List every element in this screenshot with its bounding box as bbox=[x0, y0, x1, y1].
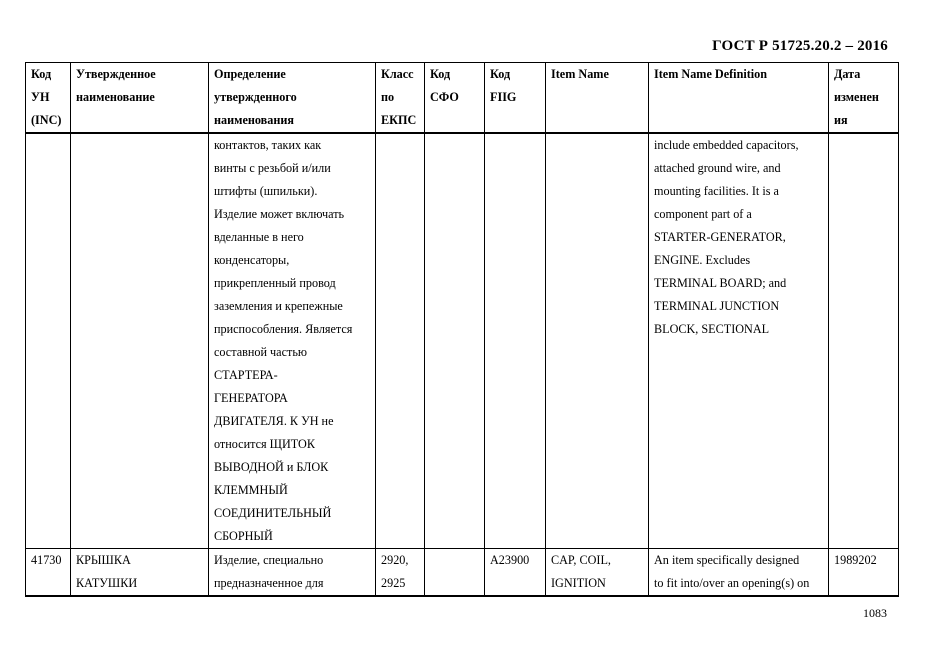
cell-ekps-class bbox=[376, 133, 425, 549]
cell-definition-en: include embedded capacitors, attached ground wire, and mounting facilities. It is a component part of a STARTER-GENERATOR, ENGINE. Excludes TERMINAL BOARD; and TERMINAL JUNCTION BLOCK, SECTIONAL bbox=[649, 133, 829, 549]
header-row bbox=[26, 63, 899, 134]
cell-change-date: 1989202 bbox=[829, 549, 899, 597]
header-approved-name-definition: Определение утвержденного наименования bbox=[209, 63, 376, 134]
cell-definition-ru: контактов, таких как винты с резьбой и/или штифты (шпильки). Изделие может включать вделанные в него конденсаторы, прикрепленный провод заземления и крепежные приспособления. Является составной частью СТАРТЕРА- ГЕНЕРАТОРА ДВИГАТЕЛЯ. К УН не относится ЩИТОК ВЫВОДНОЙ и БЛОК КЛЕММНЫЙ СОЕДИНИТЕЛЬНЫЙ СБОРНЫЙ bbox=[209, 133, 376, 549]
cell-item-name: CAP, COIL, IGNITION bbox=[546, 549, 649, 597]
table-row bbox=[26, 549, 899, 597]
cell-approved-name: КРЫШКА КАТУШКИ bbox=[71, 549, 209, 597]
header-inc-code: Код УН (INC) bbox=[26, 63, 71, 134]
items-table bbox=[25, 62, 899, 597]
cell-fiig-code: A23900 bbox=[485, 549, 546, 597]
header-item-name: Item Name bbox=[546, 63, 649, 134]
page-number: 1083 bbox=[863, 606, 887, 620]
cell-sfo-code bbox=[425, 133, 485, 549]
cell-inc-code: 41730 bbox=[26, 549, 71, 597]
cell-definition-ru: Изделие, специально предназначенное для bbox=[209, 549, 376, 597]
header-sfo-code: Код СФО bbox=[425, 63, 485, 134]
cell-change-date bbox=[829, 133, 899, 549]
cell-fiig-code bbox=[485, 133, 546, 549]
header-fiig-code: Код FIIG bbox=[485, 63, 546, 134]
cell-approved-name bbox=[71, 133, 209, 549]
header-ekps-class: Класс по ЕКПС bbox=[376, 63, 425, 134]
cell-sfo-code bbox=[425, 549, 485, 597]
cell-ekps-class: 2920, 2925 bbox=[376, 549, 425, 597]
table-row bbox=[26, 133, 899, 549]
header-item-name-definition: Item Name Definition bbox=[649, 63, 829, 134]
header-change-date: Дата изменен ия bbox=[829, 63, 899, 134]
cell-item-name bbox=[546, 133, 649, 549]
cell-inc-code bbox=[26, 133, 71, 549]
header-approved-name: Утвержденное наименование bbox=[71, 63, 209, 134]
document-header: ГОСТ Р 51725.20.2 – 2016 bbox=[712, 38, 888, 54]
cell-definition-en: An item specifically designed to fit into/over an opening(s) on bbox=[649, 549, 829, 597]
